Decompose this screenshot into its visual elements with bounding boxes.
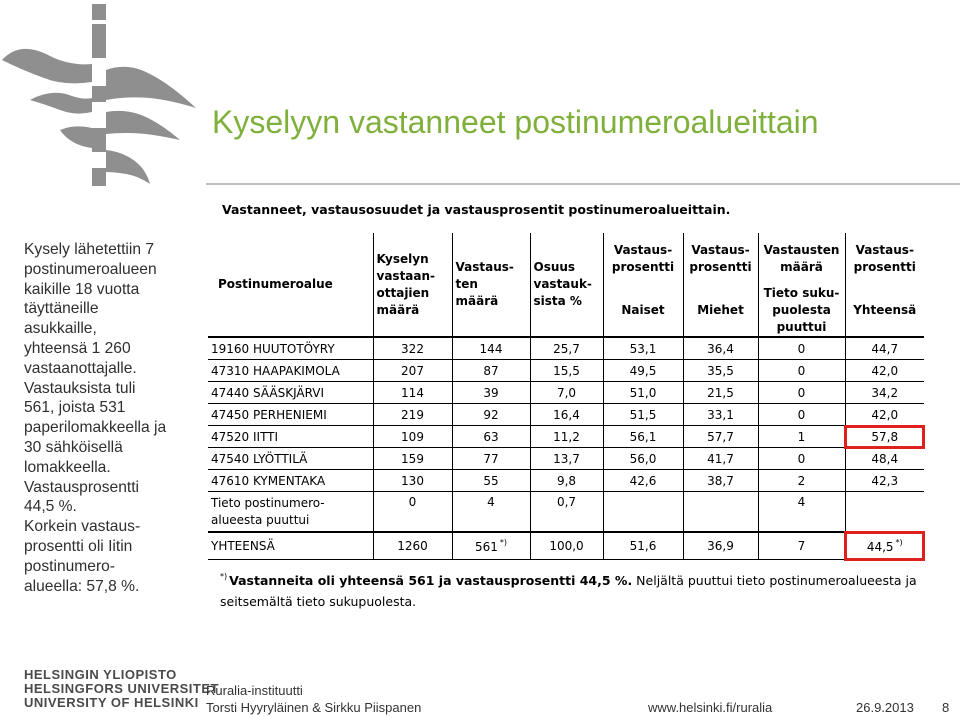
header-line: määrä [376,302,420,317]
header-yhteensa: Yhteensä [845,285,924,337]
cell-share: 9,8 [530,470,603,492]
area-name [208,492,373,533]
cell-pct-total: 42,3 [845,470,924,492]
cell-recipients: 130 [373,470,452,492]
area-name: 47610 KYMENTAKA [208,470,373,492]
table-row [208,382,924,404]
cell-share: 13,7 [530,448,603,470]
cell-recipients: 322 [373,337,452,360]
value: 44,5 [866,540,894,554]
table-caption: Vastanneet, vastausosuudet ja vastausprosentit postinumeroalueittain. [222,202,731,217]
header-line: vastauk- [533,277,592,291]
header-osuus-vastauksista [530,233,603,337]
cell-pct-total: 44,7 [845,337,924,360]
cell-responses: 92 [452,404,530,426]
cell-gender-missing: 0 [758,360,845,382]
cell-share: 0,7 [530,492,603,533]
side-summary-text [24,240,199,596]
side-line: postinumero- [24,557,116,575]
header-tieto-sukupuolesta-puuttui [758,285,845,337]
side-line: postinumeroalueen [24,260,157,278]
header-vastausprosentti-yhteensa [845,233,924,285]
header-line: Vastaus- [455,260,514,274]
cell-gender-missing: 2 [758,470,845,492]
cell-recipients: 159 [373,448,452,470]
area-line: Tieto postinumero- [211,495,325,510]
cell-gender-missing: 0 [758,404,845,426]
cell-responses: 144 [452,337,530,360]
side-line: yhteensä 1 260 [24,339,131,357]
header-line: prosentti [611,260,675,274]
cell-share: 100,0 [530,532,603,560]
cell-pct-total [845,492,924,533]
header-line: ottajien [376,285,430,300]
header-naiset: Naiset [603,285,683,337]
header-vastausten-maara-2 [758,233,845,285]
cell-pct-women: 56,1 [603,426,683,448]
area-name: 47450 PERHENIEMI [208,404,373,426]
cell-recipients: 1260 [373,532,452,560]
area-line: alueesta puuttui [211,512,310,527]
cell-recipients: 114 [373,382,452,404]
side-line: 30 sähköisellä [24,438,123,456]
side-line: lomakkeella. [24,458,111,476]
footnote-marker: *) [499,538,508,547]
header-postinumeroalue: Postinumeroalue [218,277,333,291]
table-row [208,448,924,470]
cell-recipients: 109 [373,426,452,448]
header-line: määrä [780,260,823,274]
cell-gender-missing: 1 [758,426,845,448]
table-row [208,470,924,492]
side-line: 44,5 %. [24,498,77,516]
cell-gender-missing: 0 [758,382,845,404]
cell-share: 11,2 [530,426,603,448]
cell-share: 25,7 [530,337,603,360]
header-line: puuttui [776,320,827,334]
area-name: 47540 LYÖTTILÄ [208,448,373,470]
cell-pct-men: 21,5 [683,382,758,404]
side-line: 561, joista 531 [24,399,126,417]
side-line: asukkaille, [24,320,97,338]
cell-pct-women: 51,5 [603,404,683,426]
table-row [208,426,924,448]
header-vastausprosentti-miehet [683,233,758,285]
table-row [208,360,924,382]
header-miehet: Miehet [683,285,758,337]
cell-responses: 55 [452,470,530,492]
cell-responses: 77 [452,448,530,470]
cell-pct-women [603,492,683,533]
footnote-line2: seitsemältä tieto sukupuolesta. [220,594,417,609]
cell-pct-women: 42,6 [603,470,683,492]
cell-pct-total: 42,0 [845,360,924,382]
cell-share: 15,5 [530,360,603,382]
cell-responses: 39 [452,382,530,404]
side-line: paperilomakkeella ja [24,419,167,437]
side-line: Kysely lähetettiin 7 [24,241,155,258]
cell-pct-total-highlighted: 57,8 [845,426,924,448]
cell-responses: 87 [452,360,530,382]
side-line: Korkein vastaus- [24,518,141,536]
cell-pct-men: 35,5 [683,360,758,382]
header-line: Vastaus- [691,243,750,257]
cell-recipients: 219 [373,404,452,426]
header-line: Vastausten [763,243,840,257]
cell-pct-men: 38,7 [683,470,758,492]
cell-pct-total: 34,2 [845,382,924,404]
footer-date: 26.9.2013 [856,700,914,715]
cell-gender-missing: 0 [758,337,845,360]
cell-pct-women: 51,6 [603,532,683,560]
side-line: täyttäneille [24,300,99,318]
cell-share: 16,4 [530,404,603,426]
header-vastausprosentti-naiset [603,233,683,285]
header-line: Osuus [533,260,576,274]
cell-pct-total-highlighted [845,532,924,560]
table-row [208,337,924,360]
logo-line: UNIVERSITY OF HELSINKI [24,695,199,710]
side-line: vastaanottajalle. [24,359,137,377]
footer-url: www.helsinki.fi/ruralia [648,700,773,715]
footnote [220,566,920,612]
header-line: ten [455,277,478,291]
table-row [208,404,924,426]
side-line: Vastauksista tuli [24,379,136,397]
cell-pct-total: 42,0 [845,404,924,426]
logo-line: HELSINGIN YLIOPISTO [24,667,177,682]
header-line: prosentti [853,260,916,274]
side-line: Vastausprosentti [24,478,139,496]
area-name: 19160 HUUTOTÖYRY [208,337,373,360]
cell-recipients: 0 [373,492,452,533]
header-kyselyn-vastaanottajien-maara [373,233,452,337]
cell-pct-women: 56,0 [603,448,683,470]
header-line: sista % [533,294,582,308]
cell-pct-men: 33,1 [683,404,758,426]
header-line: Kyselyn [376,251,429,266]
university-name-logo [24,668,219,710]
cell-pct-women: 53,1 [603,337,683,360]
cell-pct-men: 36,9 [683,532,758,560]
logo-line: HELSINGFORS UNIVERSITET [24,681,219,696]
university-flame-logo [0,0,200,200]
header-vastausten-maara [452,233,530,337]
page-number: 8 [942,700,950,715]
response-table [208,233,924,560]
area-name: 47310 HAAPAKIMOLA [208,360,373,382]
cell-responses [452,532,530,560]
header-line: määrä [455,294,499,308]
footnote-marker: *) [220,572,228,581]
side-line: kaikille 18 vuotta [24,280,140,298]
header-line: prosentti [689,260,752,274]
area-name: 47520 IITTI [208,426,373,448]
table-row-missing-area [208,492,924,533]
header-line: puolesta [772,303,831,317]
cell-pct-men: 41,7 [683,448,758,470]
area-name: YHTEENSÄ [208,532,373,560]
header-line: Vastaus- [855,243,914,257]
cell-pct-women: 49,5 [603,360,683,382]
cell-gender-missing: 0 [758,448,845,470]
cell-pct-total: 48,4 [845,448,924,470]
value: 561 [474,540,498,554]
slide-title: Kyselyyn vastanneet postinumeroalueittain [212,104,819,140]
area-name: 47440 SÄÄSKJÄRVI [208,382,373,404]
cell-share: 7,0 [530,382,603,404]
table-row-total [208,532,924,560]
cell-responses: 63 [452,426,530,448]
title-divider [206,183,960,185]
footer-institute: Ruralia-instituutti [206,683,303,698]
header-line: vastaan- [376,268,436,283]
cell-recipients: 207 [373,360,452,382]
header-line: Vastaus- [613,243,673,257]
cell-pct-women: 51,0 [603,382,683,404]
footnote-text: Neljältä puuttui tieto postinumeroalueesta ja [632,573,917,588]
side-line: prosentti oli Iitin [24,537,133,555]
footnote-marker: *) [895,538,903,547]
footer-authors: Torsti Hyyryläinen & Sirkku Piispanen [206,700,422,715]
cell-pct-men [683,492,758,533]
cell-pct-men: 57,7 [683,426,758,448]
cell-gender-missing: 7 [758,532,845,560]
cell-responses: 4 [452,492,530,533]
side-line: alueella: 57,8 %. [24,577,140,595]
header-line: Tieto suku- [763,286,840,300]
cell-gender-missing: 4 [758,492,845,533]
cell-pct-men: 36,4 [683,337,758,360]
footnote-bold: Vastanneita oli yhteensä 561 ja vastausprosentti 44,5 %. [229,573,633,588]
